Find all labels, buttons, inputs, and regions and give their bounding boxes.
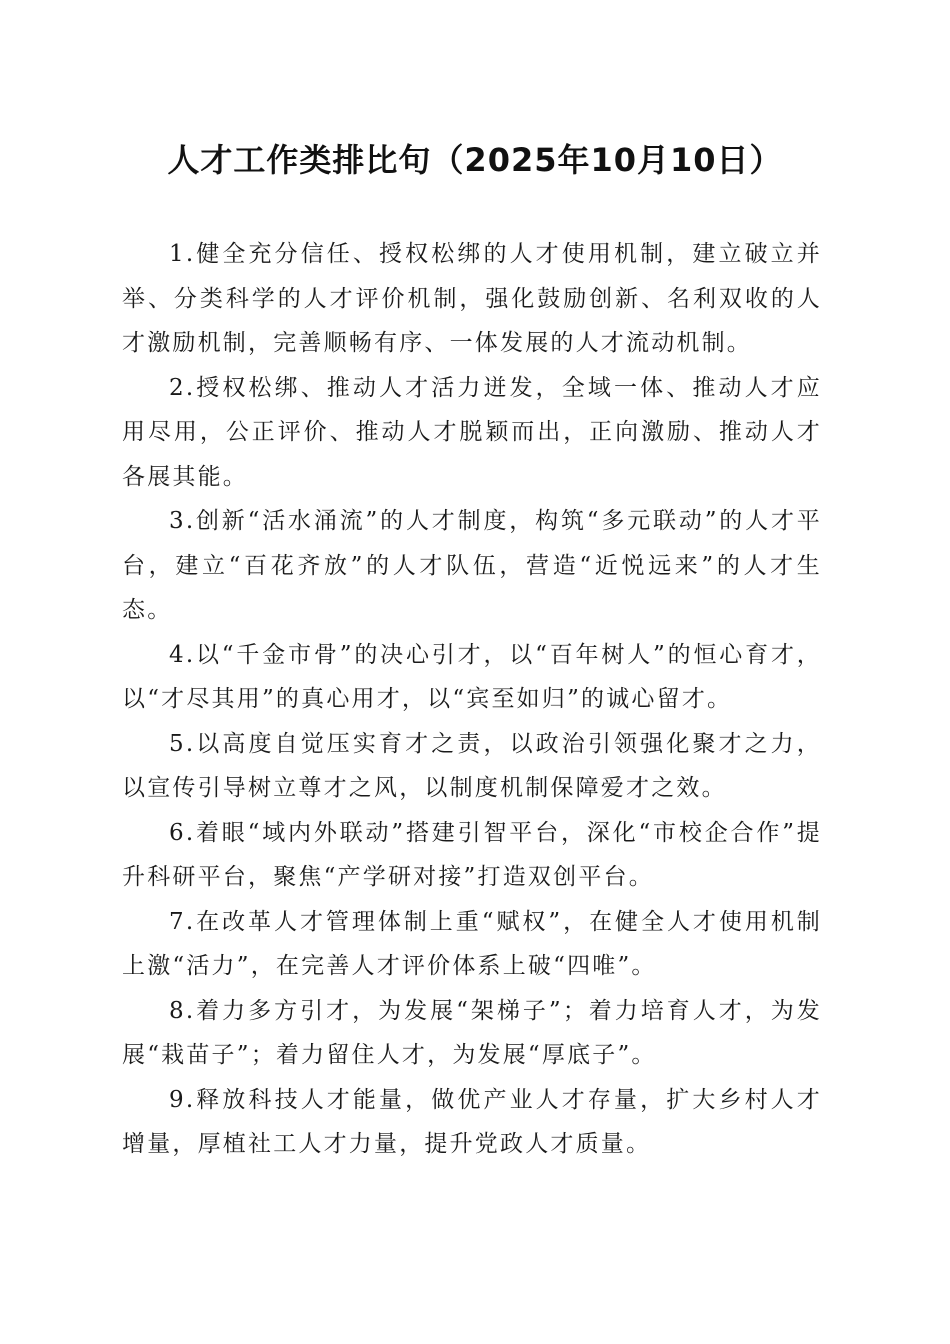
paragraph-1: 1.健全充分信任、授权松绑的人才使用机制，建立破立并举、分类科学的人才评价机制，强化鼓励创新、名利双收的人才激励机制，完善顺畅有序、一体发展的人才流动机制。 — [122, 241, 822, 356]
paragraph-6: 6.着眼“域内外联动”搭建引智平台，深化“市校企合作”提升科研平台，聚焦“产学研对接”打造双创平台。 — [122, 819, 822, 890]
document-title: 人才工作类排比句（2025年10月10日） — [167, 141, 783, 179]
paragraph-4: 4.以“千金市骨”的决心引才，以“百年树人”的恒心育才，以“才尽其用”的真心用才，以“宾至如归”的诚心留才。 — [122, 641, 822, 712]
document-body — [122, 232, 822, 1167]
paragraph-3: 3.创新“活水涌流”的人才制度，构筑“多元联动”的人才平台，建立“百花齐放”的人才队伍，营造“近悦远来”的人才生态。 — [122, 508, 822, 623]
paragraph-7: 7.在改革人才管理体制上重“赋权”，在健全人才使用机制上激“活力”，在完善人才评价体系上破“四唯”。 — [122, 908, 822, 979]
paragraph-5: 5.以高度自觉压实育才之责，以政治引领强化聚才之力，以宣传引导树立尊才之风，以制度机制保障爱才之效。 — [122, 730, 822, 801]
paragraph-2: 2.授权松绑、推动人才活力迸发，全域一体、推动人才应用尽用，公正评价、推动人才脱颖而出，正向激励、推动人才各展其能。 — [122, 374, 822, 490]
paragraph-9: 9.释放科技人才能量，做优产业人才存量，扩大乡村人才增量，厚植社工人才力量，提升党政人才质量。 — [122, 1086, 822, 1157]
paragraph-8: 8.着力多方引才，为发展“架梯子”；着力培育人才，为发展“栽苗子”；着力留住人才，为发展“厚底子”。 — [122, 997, 822, 1068]
